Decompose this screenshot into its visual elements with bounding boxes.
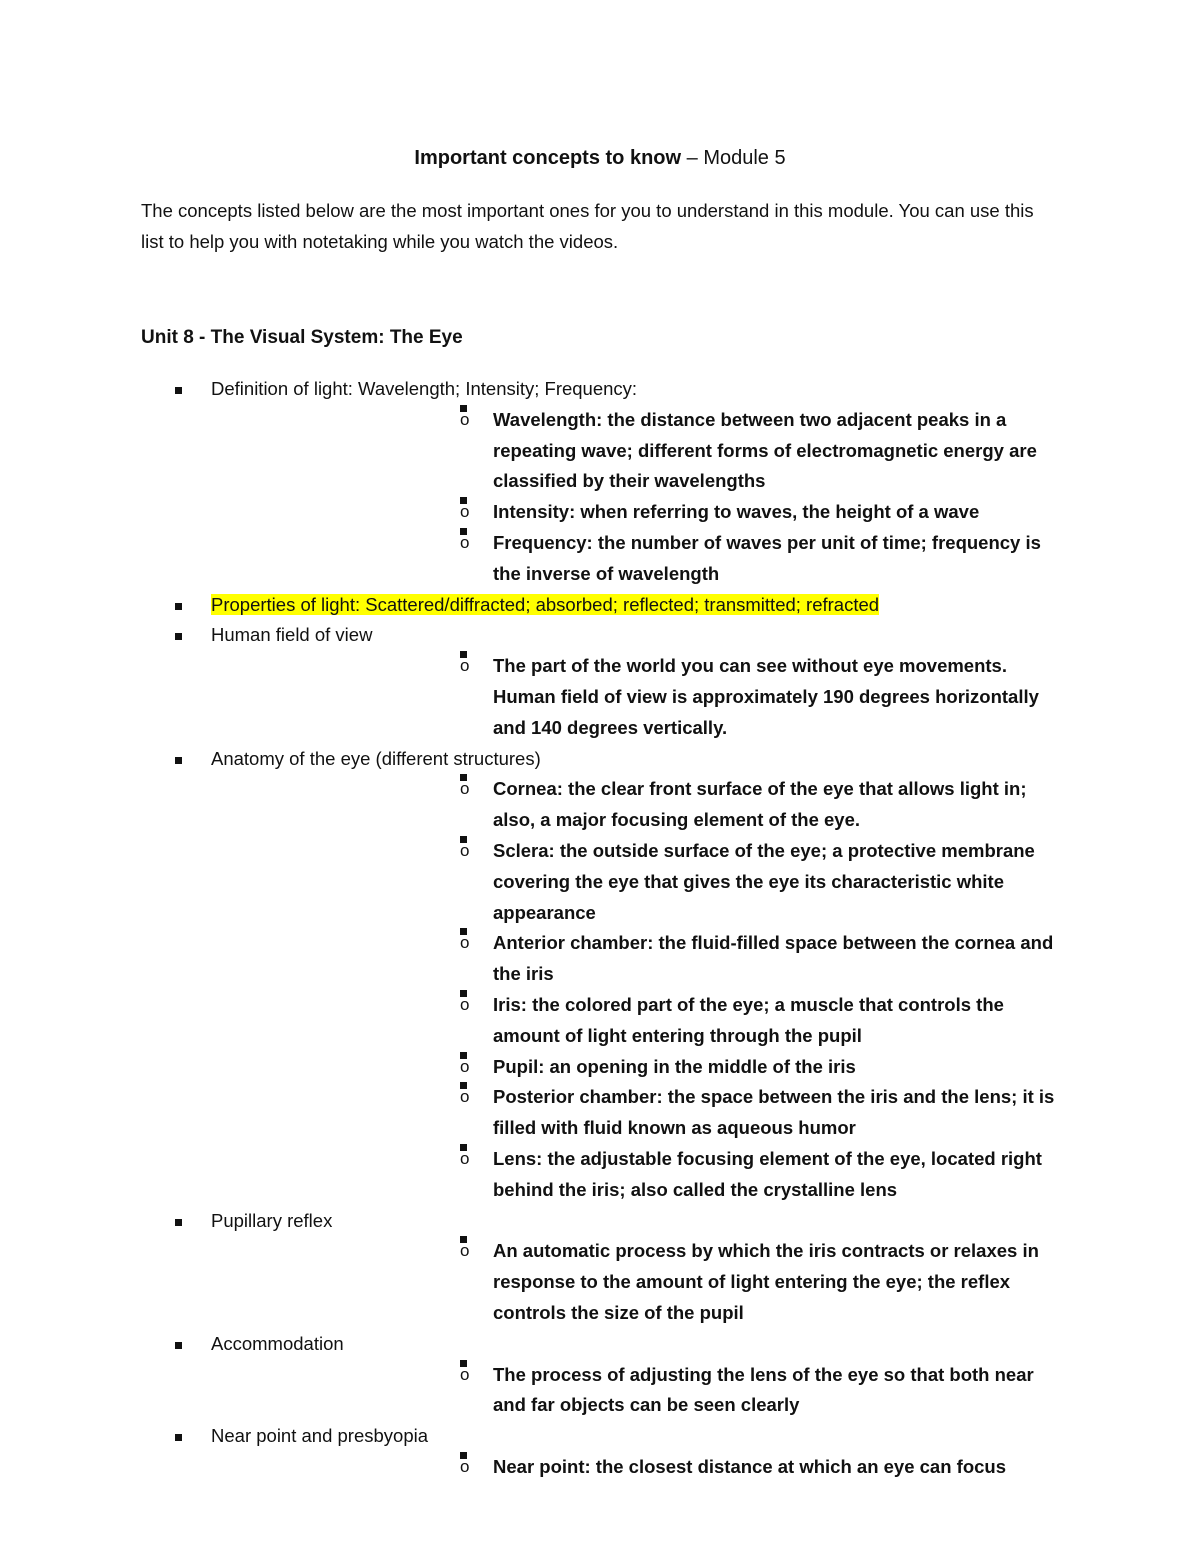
sub-item [211, 405, 1200, 497]
outline-item-label: Properties of light: Scattered/diffracted; absorbed; reflected; transmitted; refracted [211, 593, 880, 615]
circle-bullet-icon: o [460, 497, 467, 504]
sub-item-text: Near point: the closest distance at which an eye can focus [493, 1455, 1007, 1477]
circle-bullet-icon: o [460, 1236, 467, 1243]
sub-item [211, 651, 1200, 743]
sub-item [211, 1452, 1200, 1483]
square-bullet-icon [175, 603, 182, 610]
sub-item-text: Posterior chamber: the space between the iris and the lens; it is filled with fluid known as aqueous humor [493, 1086, 1055, 1139]
sub-item [211, 1144, 1200, 1206]
sub-item [211, 774, 1200, 836]
circle-bullet-icon: o [460, 1360, 467, 1367]
sub-item [211, 990, 1200, 1052]
circle-bullet-icon: o [460, 405, 467, 412]
sub-item-text: Cornea: the clear front surface of the eye that allows light in; also, a major focusing element of the eye. [493, 778, 1027, 831]
sub-item [211, 836, 1200, 928]
sub-item-text: The part of the world you can see without eye movements. Human field of view is approximately 190 degrees horizontally and 140 degrees vertically. [493, 655, 1039, 738]
outline-item-label: Human field of view [211, 624, 373, 646]
outline-item-label: Definition of light: Wavelength; Intensity; Frequency: [211, 378, 638, 399]
circle-bullet-icon: o [460, 836, 467, 843]
sub-item-text: Intensity: when referring to waves, the height of a wave [493, 501, 980, 523]
sub-list [211, 1236, 1200, 1328]
square-bullet-icon [175, 633, 182, 640]
square-bullet-icon [175, 387, 182, 394]
sub-item [211, 1236, 1200, 1328]
circle-bullet-icon: o [460, 990, 467, 997]
sub-item-text: Frequency: the number of waves per unit of time; frequency is the inverse of wavelength [493, 531, 1041, 584]
sub-item-text: Anterior chamber: the fluid-filled space between the cornea and the iris [493, 932, 1054, 985]
circle-bullet-icon: o [460, 1144, 467, 1151]
square-bullet-icon [175, 1219, 182, 1226]
unit-heading: Unit 8 - The Visual System: The Eye [141, 327, 463, 348]
intro-paragraph: The concepts listed below are the most important ones for you to understand in this module. You can use this list to help you with notetaking while you watch the videos. [141, 200, 1034, 252]
sub-item-text: Lens: the adjustable focusing element of the eye, located right behind the iris; also called the crystalline lens [493, 1147, 1042, 1200]
sub-item [211, 1082, 1200, 1144]
circle-bullet-icon: o [460, 1082, 467, 1089]
sub-item-text: An automatic process by which the iris contracts or relaxes in response to the amount of light entering the eye; the reflex controls the size of the pupil [493, 1240, 1039, 1323]
sub-item [211, 1360, 1200, 1422]
sub-list [211, 1452, 1200, 1483]
sub-item [211, 497, 1200, 528]
circle-bullet-icon: o [460, 528, 467, 535]
sub-list [211, 1360, 1200, 1422]
title-module: – Module 5 [681, 147, 786, 169]
page-title [0, 144, 1200, 172]
outline-item [0, 620, 1200, 743]
outline-item [0, 374, 1200, 590]
outline-item [0, 1421, 1200, 1483]
circle-bullet-icon: o [460, 1452, 467, 1459]
square-bullet-icon [175, 757, 182, 764]
outline-item [0, 1206, 1200, 1329]
sub-item [211, 528, 1200, 590]
sub-item-text: The process of adjusting the lens of the eye so that both near and far objects can be seen clearly [493, 1363, 1034, 1416]
sub-item-text: Sclera: the outside surface of the eye; a protective membrane covering the eye that gives the eye its characteristic white appearance [493, 839, 1035, 923]
outline-item-label: Near point and presbyopia [211, 1425, 429, 1447]
sub-item-text: Pupil: an opening in the middle of the iris [493, 1055, 856, 1077]
circle-bullet-icon: o [460, 1052, 467, 1059]
sub-list [211, 651, 1200, 743]
outline-item-label: Pupillary reflex [211, 1209, 333, 1231]
title-main: Important concepts to know [414, 147, 682, 169]
outline-item [0, 744, 1200, 1206]
outline-item-label: Anatomy of the eye (different structures) [211, 747, 541, 769]
sub-item-text: Iris: the colored part of the eye; a muscle that controls the amount of light entering through the pupil [493, 993, 1004, 1046]
outline-item [0, 590, 1200, 621]
concept-outline [0, 374, 1200, 1483]
sub-list [211, 774, 1200, 1205]
sub-list [211, 405, 1200, 590]
circle-bullet-icon: o [460, 774, 467, 781]
sub-item [211, 1052, 1200, 1083]
outline-item [0, 1329, 1200, 1421]
sub-item-text: Wavelength: the distance between two adjacent peaks in a repeating wave; different forms of electromagnetic energy are classified by their wavelengths [493, 408, 1037, 492]
square-bullet-icon [175, 1342, 182, 1349]
outline-item-label: Accommodation [211, 1332, 344, 1354]
sub-item [211, 928, 1200, 990]
circle-bullet-icon: o [460, 928, 467, 935]
square-bullet-icon [175, 1434, 182, 1441]
circle-bullet-icon: o [460, 651, 467, 658]
